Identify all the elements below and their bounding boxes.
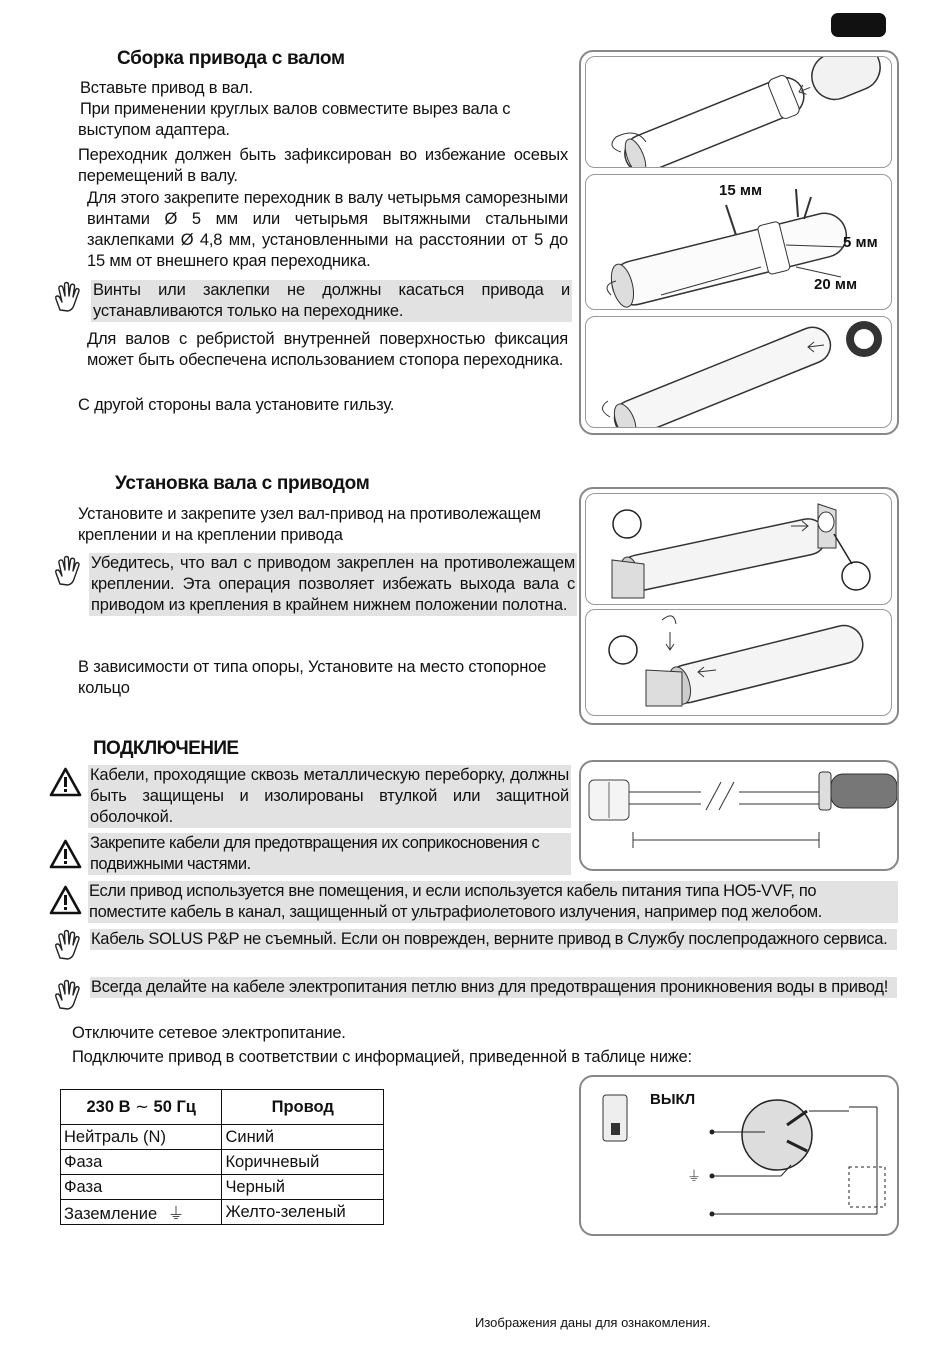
table-row	[61, 1125, 384, 1150]
assembly-figure	[579, 50, 899, 435]
warning-icon	[49, 885, 82, 915]
connection-warn1: Кабели, проходящие сквозь металлическую переборку, должны быть защищены и изолированы втулкой или защитной оболочкой.	[90, 766, 569, 826]
dim-5mm: 5 мм	[843, 234, 878, 251]
assembly-p5: Для валов с ребристой внутренней поверхностью фиксация может быть обеспечена использованием стопора переходника.	[87, 330, 568, 369]
warning-icon	[49, 767, 82, 797]
figure-screw-adapter	[585, 174, 892, 310]
dim-15mm: 15 мм	[719, 182, 763, 199]
install-p2: В зависимости от типа опоры, Установите на место стопорное кольцо	[78, 658, 547, 697]
cable-figure	[579, 760, 899, 871]
figure-insert-motor	[585, 56, 892, 168]
connection-p1: Отключите сетевое электропитание.	[72, 1024, 346, 1042]
wire-cell: Синий	[222, 1125, 384, 1150]
figure-fix-bracket	[585, 493, 892, 605]
term-label: Заземление	[64, 1205, 158, 1223]
hand-note-icon	[52, 929, 82, 961]
table-row	[61, 1200, 384, 1225]
wire-cell: Черный	[222, 1175, 384, 1200]
term-cell	[61, 1200, 222, 1225]
header-voltage-label: 230 В	[86, 1098, 131, 1116]
header-voltage	[61, 1090, 222, 1125]
connection-p2: Подключите привод в соответствии с информацией, приведенной в таблице ниже:	[72, 1048, 692, 1066]
table-row	[61, 1150, 384, 1175]
page-tab-marker	[831, 13, 886, 37]
ground-icon: ⏚	[167, 1205, 185, 1223]
figure-lock-ring	[585, 609, 892, 716]
wiring-table	[60, 1089, 384, 1225]
connection-warn2: Закрепите кабели для предотвращения их соприкосновения с подвижными частями.	[88, 833, 571, 875]
ac-wave-icon: ∼	[135, 1098, 149, 1116]
hand-note-icon	[52, 281, 82, 313]
table-row	[61, 1175, 384, 1200]
install-p1: Установите и закрепите узел вал-привод на противолежащем креплении и на креплении привода	[78, 505, 541, 544]
hand-note-icon	[52, 555, 82, 587]
term-cell: Фаза	[61, 1175, 222, 1200]
wiring-diagram	[579, 1075, 899, 1236]
connection-note2: Всегда делайте на кабеле электропитания петлю вниз для предотвращения проникновения воды в привод!	[90, 977, 897, 998]
connection-warn3: Если привод используется вне помещения, и если используется кабель питания типа HO5-VVF, по поместите кабель в канал, защищенный от ультрафиолетового излучения, например под желобом.	[88, 881, 898, 923]
wire-cell: Желто-зеленый	[222, 1200, 384, 1225]
install-figure	[579, 487, 899, 725]
dim-20mm: 20 мм	[814, 276, 858, 293]
wire-cell: Коричневый	[222, 1150, 384, 1175]
connection-title: ПОДКЛЮЧЕНИЕ	[93, 738, 239, 759]
table-header-row	[61, 1090, 384, 1125]
term-cell: Нейтраль (N)	[61, 1125, 222, 1150]
off-label: ВЫКЛ	[650, 1091, 696, 1108]
assembly-p6: С другой стороны вала установите гильзу.	[78, 396, 395, 414]
install-title: Установка вала с приводом	[115, 473, 370, 494]
footer-note: Изображения даны для ознакомления.	[475, 1315, 711, 1330]
warning-icon	[49, 839, 82, 869]
hand-note-icon	[52, 979, 82, 1011]
header-freq-label: 50 Гц	[153, 1098, 196, 1116]
assembly-p4: Для этого закрепите переходник в валу четырьмя саморезными винтами Ø 5 мм или четырьмя вытяжными стальными заклепками Ø 4,8 мм, установленными на расстоянии от 5 до 15 мм от внешнего края переходника.	[87, 189, 568, 270]
assembly-p1: Вставьте привод в вал.	[80, 79, 253, 97]
assembly-p2: При применении круглых валов совместите вырез вала с выступом адаптера.	[78, 100, 511, 139]
assembly-title: Сборка привода с валом	[117, 48, 345, 69]
assembly-p3: Переходник должен быть зафиксирован во избежание осевых перемещений в валу.	[78, 146, 568, 185]
figure-sleeve	[585, 316, 892, 428]
assembly-note: Винты или заклепки не должны касаться привода и устанавливаются только на переходнике.	[93, 281, 570, 320]
connection-note1: Кабель SOLUS P&P не съемный. Если он поврежден, верните привод в Службу послепродажного сервиса.	[90, 929, 897, 950]
header-wire: Провод	[222, 1090, 384, 1125]
term-cell: Фаза	[61, 1150, 222, 1175]
install-note: Убедитесь, что вал с приводом закреплен на противолежащем креплении. Эта операция позволяет избежать выхода вала с приводом из крепления в крайнем нижнем положении полотна.	[91, 554, 575, 614]
svg-text:⏚: ⏚	[687, 1169, 701, 1185]
